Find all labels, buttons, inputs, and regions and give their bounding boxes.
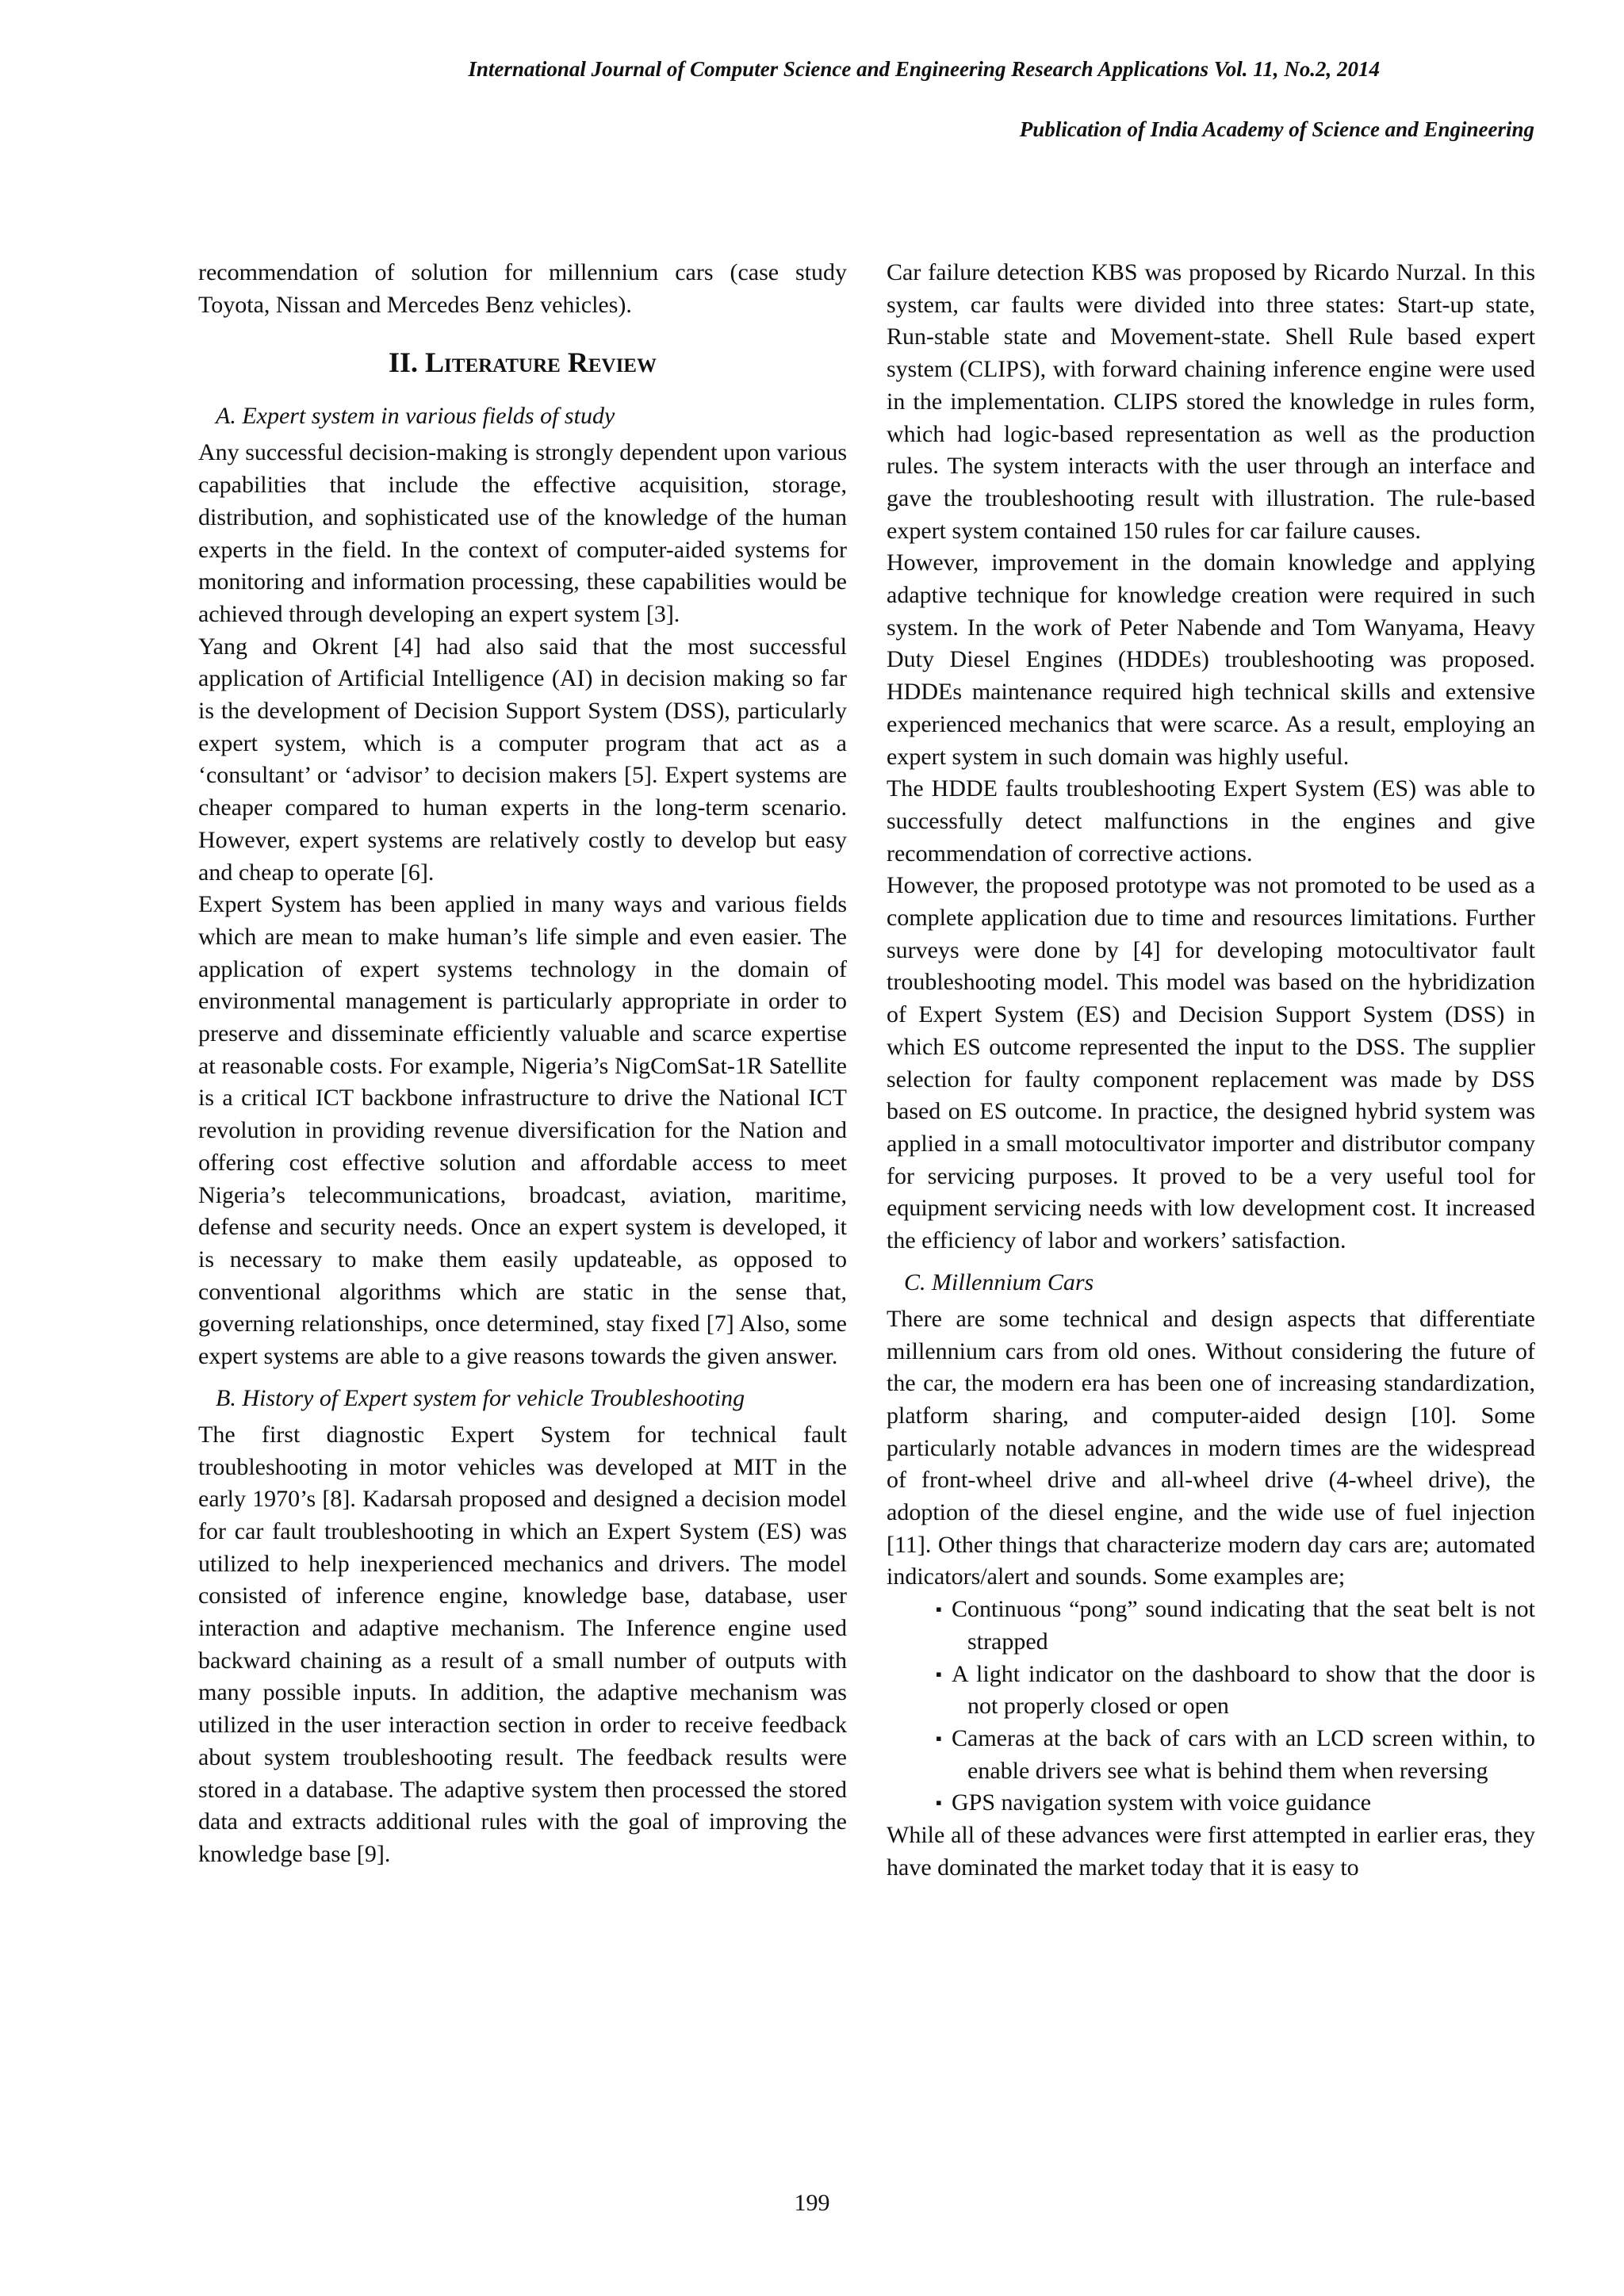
paragraph: Yang and Okrent [4] had also said that the most successful application of Artificial Intelligence (AI) in decision making so far is the development of Decision Support System (DSS), particularly expert system, which is a computer program that act as a ‘consultant’ or ‘advisor’ to decision makers [5]. Expert systems are cheaper compared to human experts in the long-term scenario. However, expert systems are relatively costly to develop but easy and cheap to operate [6].	[198, 633, 847, 886]
right-column	[887, 257, 1535, 1884]
journal-header: International Journal of Computer Science and Engineering Research Applications Vol. 11, No.2, 2014	[468, 57, 1380, 81]
bullet-square-icon: ▪	[936, 1663, 942, 1684]
paragraph: There are some technical and design aspects that differentiate millennium cars from old ones. Without considering the future of the car, the modern era has been one of increasing standardization, platform sharing, and computer-aided design [10]. Some particularly notable advances in modern times are the widespread of front-wheel drive and all-wheel drive (4-wheel drive), the adoption of the diesel engine, and the wide use of fuel injection [11]. Other things that characterize modern day cars are; automated indicators/alert and sounds. Some examples are;	[887, 1305, 1535, 1590]
section-title: II. Literature Review	[389, 346, 657, 379]
paragraph: The HDDE faults troubleshooting Expert System (ES) was able to successfully detect malfunctions in the engines and give recommendation of corrective actions.	[887, 775, 1535, 867]
left-column	[198, 257, 847, 1871]
paragraph: However, improvement in the domain knowledge and applying adaptive technique for knowledge creation were required in such system. In the work of Peter Nabende and Tom Wanyama, Heavy Duty Diesel Engines (HDDEs) troubleshooting was proposed. HDDEs maintenance required high technical skills and extensive experienced mechanics that were scarce. As a result, employing an expert system in such domain was highly useful.	[887, 549, 1535, 770]
paragraph: Car failure detection KBS was proposed by Ricardo Nurzal. In this system, car faults were divided into three states: Start-up state, Run-stable state and Movement-state. Shell Rule based expert system (CLIPS), with forward chaining inference engine were used in the implementation. CLIPS stored the knowledge in rules form, which had logic-based representation as well as the production rules. The system interacts with the user through an interface and gave the troubleshooting result with illustration. The rule-based expert system contained 150 rules for car failure causes.	[887, 259, 1535, 544]
page-number: 199	[794, 2190, 830, 2216]
paragraph: Any successful decision-making is strongly dependent upon various capabilities that include the effective acquisition, storage, distribution, and sophisticated use of the knowledge of the human experts in the field. In the context of computer-aided systems for monitoring and information processing, these capabilities would be achieved through developing an expert system [3].	[198, 439, 847, 627]
paragraph: The first diagnostic Expert System for technical fault troubleshooting in motor vehicles was developed at MIT in the early 1970’s [8]. Kadarsah proposed and designed a decision model for car fault troubleshooting in which an Expert System (ES) was utilized to help inexperienced mechanics and drivers. The model consisted of inference engine, knowledge base, database, user interaction and adaptive mechanism. The Inference engine used backward chaining as a result of a small number of outputs with many possible inputs. In addition, the adaptive mechanism was utilized in the user interaction section in order to receive feedback about system troubleshooting result. The feedback results were stored in a database. The adaptive system then processed the stored data and extracts additional rules with the goal of improving the knowledge base [9].	[198, 1421, 847, 1867]
bullet-item: ▪ Cameras at the back of cars with an LCD screen within, to enable drivers see what is behind them when reversing	[887, 1723, 1535, 1787]
bullet-list	[887, 1594, 1535, 1820]
subsection-c-title: C. Millennium Cars	[904, 1269, 1094, 1295]
bullet-square-icon: ▪	[936, 1793, 942, 1813]
paragraph: Expert System has been applied in many ways and various fields which are mean to make human’s life simple and even easier. The application of expert systems technology in the domain of environmental management is particularly appropriate in order to preserve and disseminate efficiently valuable and scarce expertise at reasonable costs. For example, Nigeria’s NigComSat-1R Satellite is a critical ICT backbone infrastructure to drive the National ICT revolution in providing revenue diversification for the Nation and offering cost effective solution and affordable access to meet Nigeria’s telecommunications, broadcast, aviation, maritime, defense and security needs. Once an expert system is developed, it is necessary to make them easily updateable, as opposed to conventional algorithms which are static in the sense that, governing relationships, once determined, stay fixed [7] Also, some expert systems are able to a give reasons towards the given answer.	[198, 891, 847, 1370]
intro-paragraph: recommendation of solution for millennium cars (case study Toyota, Nissan and Mercedes Benz vehicles).	[198, 259, 847, 318]
bullet-item: ▪ A light indicator on the dashboard to show that the door is not properly closed or open	[887, 1659, 1535, 1723]
bullet-item: ▪ Continuous “pong” sound indicating that the seat belt is not strapped	[887, 1594, 1535, 1658]
subsection-a-title: A. Expert system in various fields of study	[216, 403, 615, 430]
bullet-square-icon: ▪	[936, 1599, 942, 1620]
publisher-header: Publication of India Academy of Science and Engineering	[1019, 117, 1534, 141]
paragraph: However, the proposed prototype was not promoted to be used as a complete application due to time and resources limitations. Further surveys were done by [4] for developing motocultivator fault troubleshooting model. This model was based on the hybridization of Expert System (ES) and Decision Support System (DSS) in which ES outcome represented the input to the DSS. The supplier selection for faulty component replacement was made by DSS based on ES outcome. In practice, the designed hybrid system was applied in a small motocultivator importer and distributor company for servicing purposes. It proved to be a very useful tool for equipment servicing needs with low development cost. It increased the efficiency of labor and workers’ satisfaction.	[887, 872, 1535, 1254]
subsection-b-title: B. History of Expert system for vehicle Troubleshooting	[216, 1384, 745, 1411]
paragraph: While all of these advances were first attempted in earlier eras, they have dominated the market today that it is easy to	[887, 1822, 1535, 1881]
bullet-square-icon: ▪	[936, 1728, 942, 1748]
bullet-item: ▪ GPS navigation system with voice guidance	[887, 1787, 1535, 1820]
